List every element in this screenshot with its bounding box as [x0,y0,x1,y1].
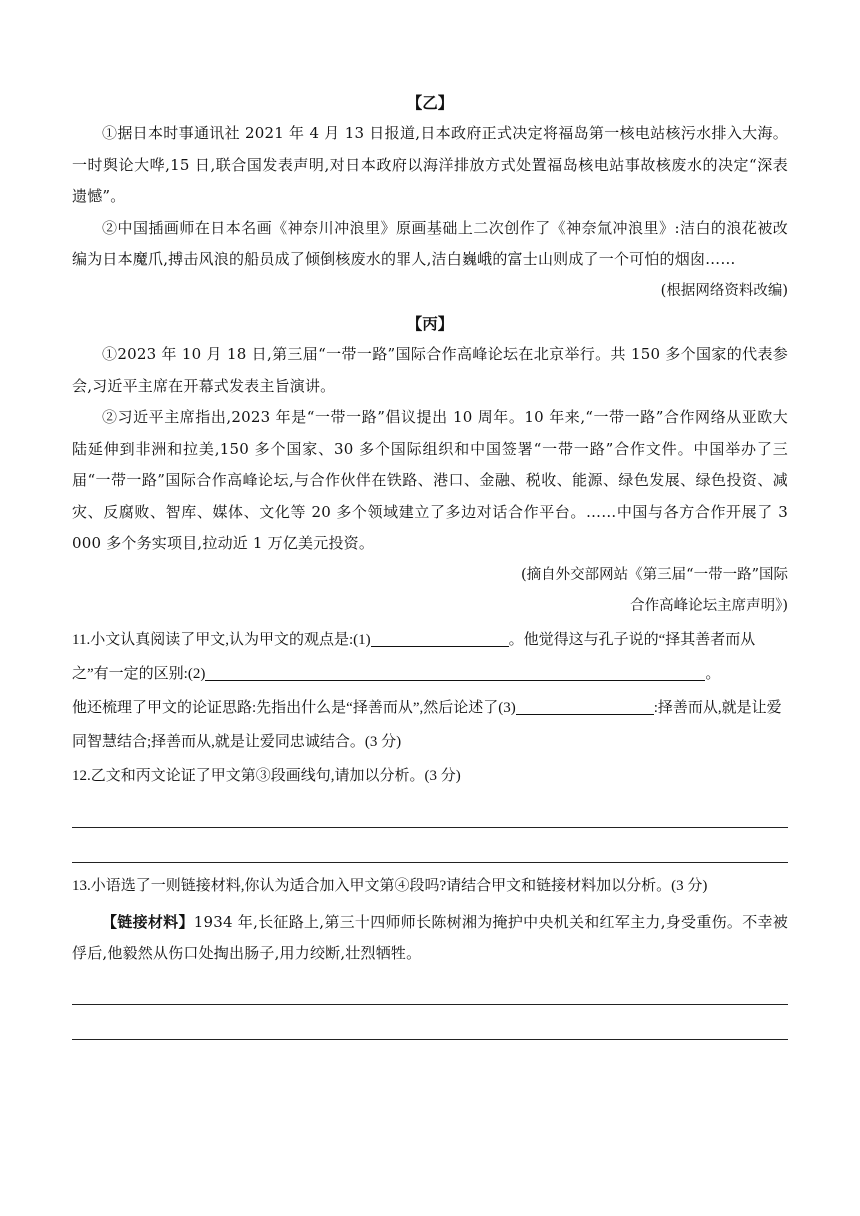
q13-text: 13.小语选了一则链接材料,你认为适合加入甲文第④段吗?请结合甲文和链接材料加以分析。(3 分) [72,877,708,894]
q13-answer-line-1[interactable] [72,970,788,1005]
document-page [72,88,788,1040]
q11-blank-2[interactable] [205,660,705,681]
section-bing-title: 【丙】 [406,314,454,333]
q12-answer-line-2[interactable] [72,828,788,863]
bing-paragraph-2: ②习近平主席指出,2023 年是“一带一路”倡议提出 10 周年。10 年来,“一带一路”合作网络从亚欧大陆延伸到非洲和拉美,150 多个国家、30 多个国际组织和中国签署“一带一路”合作文件。中国举办了三届“一带一路”国际合作高峰论坛,与合作伙伴在铁路、港口、金融、税收、能源、绿色发展、绿色投资、减灾、反腐败、智库、媒体、文化等 20 多个领域建立了多边对话合作平台。……中国与各方合作开展了 3 000 多个务实项目,拉动近 1 万亿美元投资。 [72,408,788,552]
link-material-text: 1934 年,长征路上,第三十四师师长陈树湘为掩护中央机关和红军主力,身受重伤。不幸被俘后,他毅然从伤口处掏出肠子,用力绞断,壮烈牺牲。 [72,912,789,962]
q13-answer-line-2[interactable] [72,1005,788,1040]
question-11 [72,623,788,759]
q11-text-e: :择善而从,就是让爱同智慧结合;择善而从,就是让爱同忠诚结合。(3 分) [72,699,782,750]
link-material-label: 【链接材料】 [102,912,194,931]
yi-paragraph-1: ①据日本时事通讯社 2021 年 4 月 13 日报道,日本政府正式决定将福岛第一核电站核污水排入大海。一时舆论大哗,15 日,联合国发表声明,对日本政府以海洋排放方式处置福岛核电站事故核废水的决定“深表遗憾”。 [72,124,788,205]
q12-text: 12.乙文和丙文论证了甲文第③段画线句,请加以分析。(3 分) [72,767,461,784]
q11-text-a: 11.小文认真阅读了甲文,认为甲文的观点是:(1) [72,631,371,648]
yi-paragraph-2: ②中国插画师在日本名画《神奈川冲浪里》原画基础上二次创作了《神奈氚冲浪里》:洁白的浪花被改编为日本魔爪,搏击风浪的船员成了倾倒核废水的罪人,洁白巍峨的富士山则成了一个可怕的烟囱…… [72,218,788,268]
q11-text-d: 他还梳理了甲文的论证思路:先指出什么是“择善而从”,然后论述了(3) [72,699,516,716]
q11-blank-1[interactable] [371,626,509,647]
q11-text-b: 。他觉得这与孔子说的“择其善者而从之”有一定的区别:(2) [72,631,756,682]
q11-text-c: 。 [705,665,721,682]
bing-source-line-2: 合作高峰论坛主席声明》) [630,598,788,614]
bing-source-line-1: (摘自外交部网站《第三届“一带一路”国际 [521,566,788,583]
q11-blank-3[interactable] [516,694,654,715]
question-12 [72,759,788,863]
question-13 [72,869,788,1040]
bing-paragraph-1: ①2023 年 10 月 18 日,第三届“一带一路”国际合作高峰论坛在北京举行。共 150 多个国家的代表参会,习近平主席在开幕式发表主旨演讲。 [72,345,788,395]
yi-source: (根据网络资料改编) [660,282,788,299]
q12-answer-line-1[interactable] [72,793,788,828]
section-yi-title: 【乙】 [406,93,454,112]
